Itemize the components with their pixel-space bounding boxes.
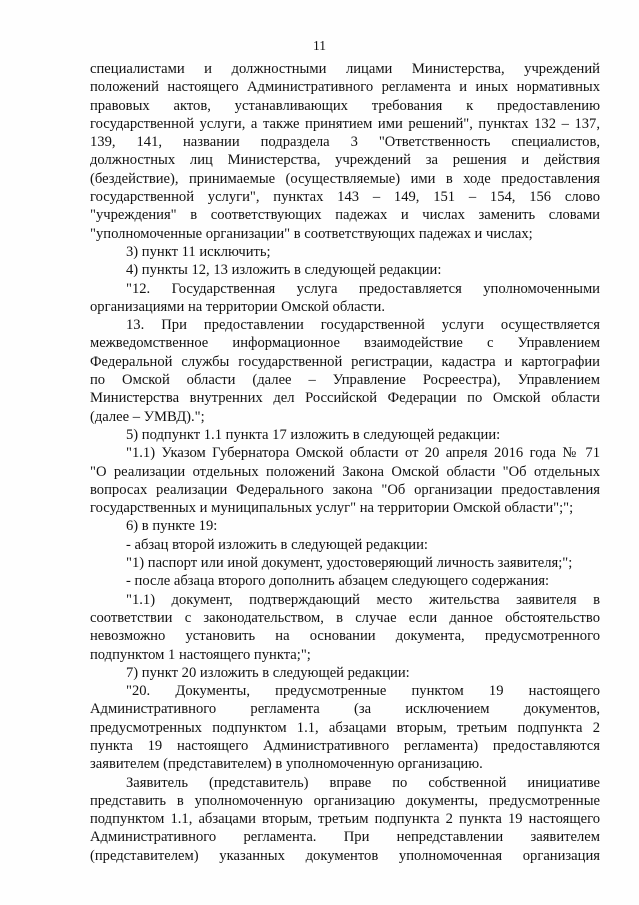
text-line: Заявитель (представитель) вправе по собственной инициативе	[126, 774, 600, 791]
text-line: (бездействие), принимаемые (осуществляемые) ими в ходе предоставления	[90, 170, 600, 187]
text-line: по Омской области (далее – Управление Росреестра), Управлением	[90, 372, 600, 389]
text-line: "1.1) Указом Губернатора Омской области от 20 апреля 2016 года № 71	[126, 445, 600, 462]
text-line: "О реализации отдельных положений Закона Омской области "Об отдельных	[90, 463, 600, 480]
text-line: пункта 19 настоящего Административного регламента) предоставляются	[90, 737, 600, 754]
text-line: подпунктом 1 настоящего пункта;";	[90, 646, 311, 663]
text-line: государственных и муниципальных услуг" на территории Омской области";";	[90, 500, 574, 517]
text-line: "уполномоченные организации" в соответствующих падежах и числах;	[90, 225, 533, 242]
text-line: 6) в пункте 19:	[126, 518, 218, 535]
text-line: "20. Документы, предусмотренные пунктом 19 настоящего	[126, 683, 600, 700]
text-line: - абзац второй изложить в следующей редакции:	[126, 536, 428, 553]
text-line: положений настоящего Административного регламента и иных нормативных	[90, 79, 600, 96]
text-line: соответствии с законодательством, в случае если данное обстоятельство	[90, 609, 600, 626]
text-line: представить в уполномоченную организацию документы, предусмотренные	[90, 792, 600, 809]
text-line: должностных лиц Министерства, учреждений за решения и действия	[90, 152, 600, 169]
text-line: "1.1) документ, подтверждающий место жительства заявителя в	[126, 591, 600, 608]
text-line: "1) паспорт или иной документ, удостоверяющий личность заявителя;";	[126, 555, 573, 572]
text-line: вопросах реализации Федерального закона "Об организации предоставления	[90, 481, 600, 498]
text-line: 4) пункты 12, 13 изложить в следующей редакции:	[126, 262, 442, 279]
document-body	[90, 60, 600, 865]
text-line: государственной услуги, а также принятием ими решений", пунктах 132 – 137,	[90, 115, 600, 132]
text-line: Административного регламента. При непредставлении заявителем	[90, 829, 600, 846]
text-line: подпунктом 1.1, абзацами вторым, третьим подпункта 2 пункта 19 настоящего	[90, 811, 600, 828]
text-line: "12. Государственная услуга предоставляется уполномоченными	[126, 280, 600, 297]
text-line: (далее – УМВД).";	[90, 408, 205, 425]
text-line: "учреждения" в соответствующих падежах и числах заменить словами	[90, 207, 600, 224]
page-number: 11	[313, 38, 326, 53]
text-line: Министерства внутренних дел Российской Федерации по Омской области	[90, 390, 600, 407]
text-line: (представителем) указанных документов уполномоченная организация	[90, 847, 600, 864]
text-line: заявителем (представителем) в уполномоченную организацию.	[90, 756, 483, 773]
text-line: специалистами и должностными лицами Министерства, учреждений	[90, 61, 600, 77]
text-line: Административного регламента (за исключением документов,	[90, 701, 600, 718]
text-line: межведомственное информационное взаимодействие с Управлением	[90, 335, 600, 352]
text-line: предусмотренных подпунктом 1.1, абзацами вторым, третьим подпункта 2	[90, 719, 600, 736]
text-line: правовых актов, устанавливающих требования к предоставлению	[90, 97, 600, 114]
text-line: 139, 141, названии подраздела 3 "Ответственность специалистов,	[90, 134, 600, 151]
text-line: Федеральной службы государственной регистрации, кадастра и картографии	[90, 353, 600, 370]
text-line: 7) пункт 20 изложить в следующей редакции:	[126, 664, 410, 681]
text-line: 13. При предоставлении государственной услуги осуществляется	[126, 317, 600, 334]
text-line: 5) подпункт 1.1 пункта 17 изложить в следующей редакции:	[126, 426, 501, 443]
text-line: невозможно установить на основании документа, предусмотренного	[90, 628, 600, 645]
text-line: - после абзаца второго дополнить абзацем следующего содержания:	[126, 573, 550, 590]
text-line: 3) пункт 11 исключить;	[126, 243, 271, 260]
text-line: организациями на территории Омской области.	[90, 298, 385, 315]
text-line: государственной услуги", пунктах 143 – 149, 151 – 154, 156 слово	[90, 189, 600, 206]
